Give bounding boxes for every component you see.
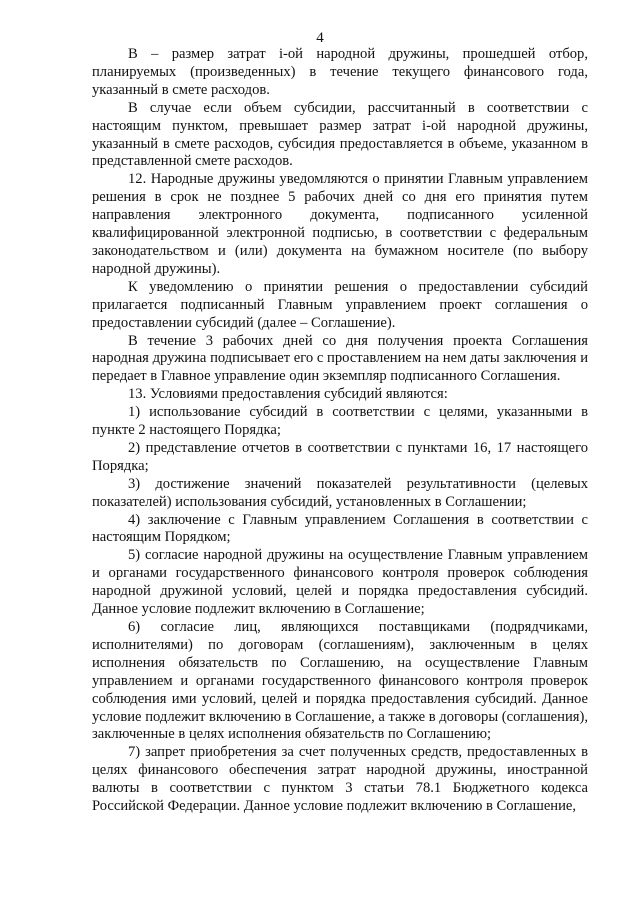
- paragraph-condition-5: 5) согласие народной дружины на осуществление Главным управлением и органами государственного финансового контроля проверок соблюдения народной дружиной условий, целей и порядка предоставления субсидий. Данное условие подлежит включению в Соглашение;: [92, 547, 588, 618]
- paragraph-item-13: 13. Условиями предоставления субсидий являются:: [128, 386, 448, 403]
- paragraph-condition-4: 4) заключение с Главным управлением Соглашения в соответствии с настоящим Порядком;: [92, 511, 588, 546]
- paragraph-condition-2: 2) представление отчетов в соответствии с пунктами 16, 17 настоящего Порядка;: [92, 439, 588, 474]
- paragraph-condition-3: 3) достижение значений показателей результативности (целевых показателей) использования субсидий, установленных в Соглашении;: [92, 475, 588, 510]
- page-number: 4: [316, 30, 324, 46]
- document-body: [92, 46, 588, 816]
- paragraph-condition-1: 1) использование субсидий в соответствии с целями, указанными в пункте 2 настоящего Порядка;: [92, 404, 588, 439]
- paragraph-item-12: 12. Народные дружины уведомляются о принятии Главным управлением решения в срок не позднее 5 рабочих дней со дня его принятия путем направления электронного документа, подписанного усиленной квалифицированной электронной подписью, в соответствии с федеральным законодательством и (или) документа на бумажном носителе (по выбору народной дружины).: [92, 171, 588, 277]
- paragraph-subsidy-limit: В случае если объем субсидии, рассчитанный в соответствии с настоящим пунктом, превышает размер затрат i-ой народной дружины, указанный в смете расходов, субсидия предоставляется в объеме, указанном в представленной смете расходов.: [92, 99, 588, 170]
- paragraph-notification-attachment: К уведомлению о принятии решения о предоставлении субсидий прилагается подписанный Главным управлением проект соглашения о предоставлении субсидий (далее – Соглашение).: [92, 278, 588, 331]
- paragraph-condition-6: 6) согласие лиц, являющихся поставщиками (подрядчиками, исполнителями) по договорам (соглашениям), заключенным в целях исполнения обязательств по Соглашению, на осуществление Главным управлением и органами государственного финансового контроля проверок соблюдения ими условий, целей и порядка предоставления субсидий. Данное условие подлежит включению в Соглашение, а также в договоры (соглашения), заключенные в целях исполнения обязательств по Соглашению;: [92, 619, 588, 743]
- paragraph-condition-7: 7) запрет приобретения за счет полученных средств, предоставленных в целях финансового обеспечения затрат народной дружины, иностранной валюты в соответствии с пунктом 3 статьи 78.1 Бюджетного кодекса Российской Федерации. Данное условие подлежит включению в Соглашение,: [92, 744, 588, 815]
- paragraph-signing-deadline: В течение 3 рабочих дней со дня получения проекта Соглашения народная дружина подписывает его с проставлением на нем даты заключения и передает в Главное управление один экземпляр подписанного Соглашения.: [92, 332, 588, 385]
- paragraph-b-definition: В – размер затрат i-ой народной дружины, прошедшей отбор, планируемых (произведенных) в течение текущего финансового года, указанный в смете расходов.: [92, 46, 588, 98]
